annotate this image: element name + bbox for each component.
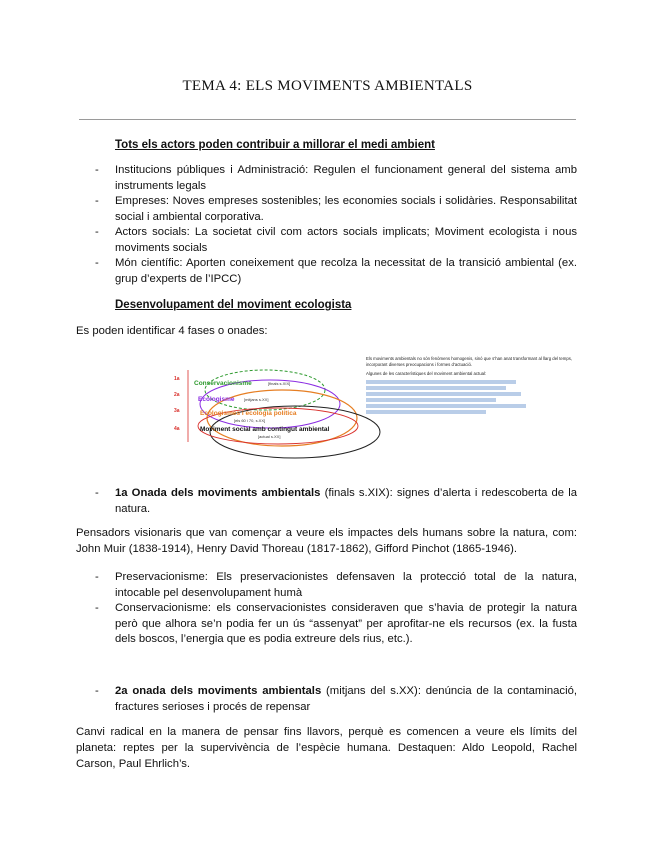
phase-label: 2a: [174, 392, 180, 398]
label-ecologia-politica: Ecologismes i ecologia política: [200, 410, 297, 417]
list-item: - Empreses: Noves empreses sostenibles; les economies socials i solidàries. Responsabilitat social i ambiental corporativa.: [95, 195, 577, 223]
list-item: - Actors socials: La societat civil com actors socials implicats; Moviment ecologista i nous moviments socials: [95, 226, 577, 254]
intro-paragraph: Es poden identificar 4 fases o onades:: [76, 325, 268, 337]
phases-diagram: [170, 352, 580, 472]
page-title: TEMA 4: ELS MOVIMENTS AMBIENTALS: [182, 78, 473, 94]
wave1-paragraph: Pensadors visionaris que van començar a veure els impactes dels humans sobre la natura, com: John Muir (1838-1914), Henry David Thoreau (1817-1862), Gifford Pinchot (1865-1946).: [76, 527, 577, 555]
note-conservacionisme: [finals s.XIX]: [268, 381, 291, 386]
list-item: - Món científic: Aporten coneixement que recolza la necessitat de la transició ambiental (ex. grup d’experts de l’IPCC): [95, 257, 577, 285]
note-ecologia-politica: [els 60 i 70, s.XX]: [234, 418, 266, 423]
note-moviment-social: [actual s.XX]: [258, 434, 281, 439]
wave2-paragraph: Canvi radical en la manera de pensar fins llavors, perquè es comencen a veure els límits del planeta: reptes per la supervivència de l’espècie humana. Destaquen: Aldo Leopold, Rachel Carson, Paul Ehrlich’s.: [76, 726, 577, 770]
actors-list: [95, 163, 577, 287]
list-item: - Institucions públiques i Administració: Regulen el funcionament general del sistema amb instruments legals: [95, 164, 577, 192]
label-ecologisme: Ecologisme: [198, 396, 235, 403]
side-text-paragraph: Els moviments ambientals no són fenòmens homogenis, sinó que s’han anat transformant al llarg del temps, incorporant diverses preocupacions i formes d’actuació.: [366, 356, 573, 367]
list-item: - 1a Onada dels moviments ambientals (finals s.XIX): signes d’alerta i redescoberta de la natura.: [95, 487, 577, 515]
label-moviment-social: Moviment social amb contingut ambiental: [200, 426, 330, 433]
wave1-list: [95, 570, 577, 648]
section-heading-development: Desenvolupament del moviment ecologista: [115, 299, 352, 311]
phase-label: 4a: [174, 426, 180, 432]
wave2-heading-list: [95, 684, 577, 715]
side-text-paragraph-2: Algunes de les característiques del moviment ambiental actual:: [366, 371, 487, 377]
diagram-side-text: [366, 356, 578, 468]
phase-label: 1a: [174, 376, 180, 382]
wave1-heading-list: [95, 486, 577, 517]
note-ecologisme: [mitjans s.XX]: [244, 397, 269, 402]
wave2-title: 2a onada dels moviments ambientals: [115, 685, 322, 697]
list-item: - 2a onada dels moviments ambientals (mitjans del s.XX): denúncia de la contaminació, fractures serioses i procés de repensar: [95, 685, 578, 713]
list-item: - Conservacionisme: els conservacionistes consideraven que s’havia de protegir la natura però que alhora se’n podia fer un ús “assenyat” per aprofitar-ne els recursos (ex. la fusta dels boscos, l’energia que es podia extreure dels rius, etc.).: [95, 602, 577, 645]
phase-label: 3a: [174, 408, 180, 414]
wave1-title: 1a Onada dels moviments ambientals: [115, 487, 321, 499]
list-item: - Preservacionisme: Els preservacionistes defensaven la protecció total de la natura, intocable pel desenvolupament humà: [95, 571, 577, 599]
section-heading-actors: Tots els actors poden contribuir a millorar el medi ambient: [115, 139, 435, 151]
title-divider: [79, 119, 576, 120]
label-conservacionisme: Conservacionisme: [194, 380, 252, 387]
